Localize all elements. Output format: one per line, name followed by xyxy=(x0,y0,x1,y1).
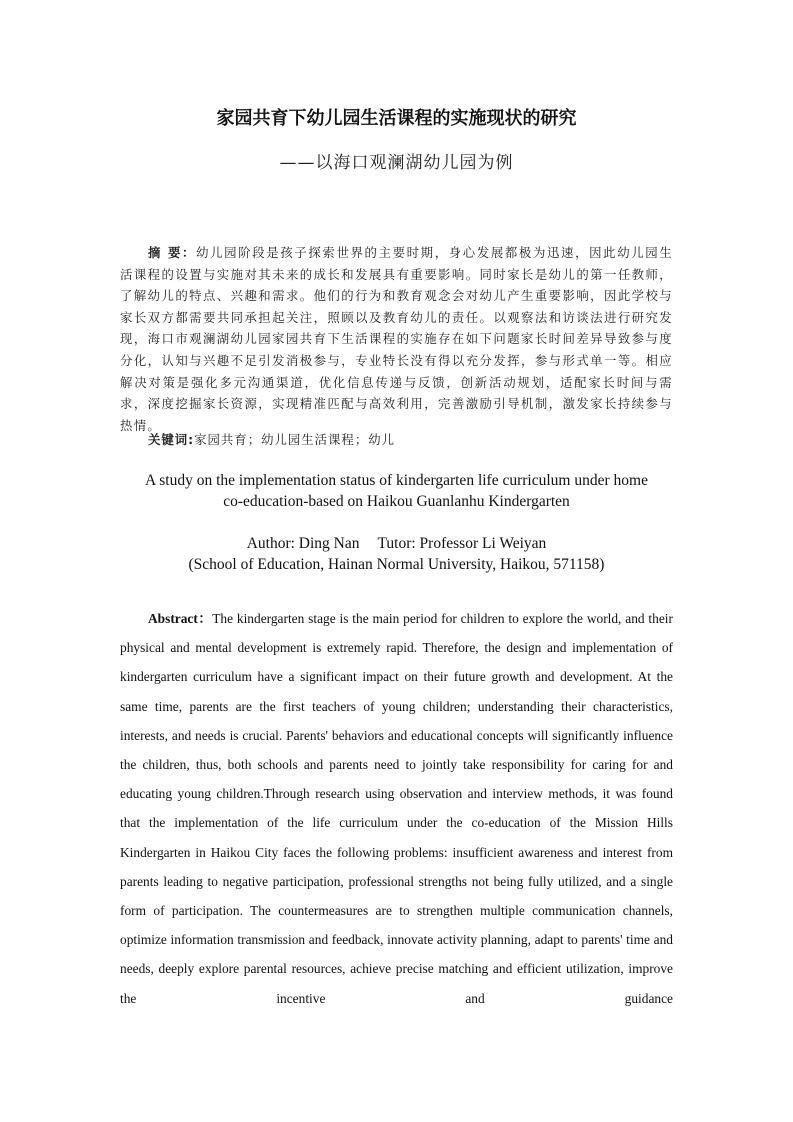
author: Author: Ding Nan xyxy=(246,535,360,552)
chinese-abstract xyxy=(120,242,673,436)
chinese-abstract-label: 摘 要： xyxy=(148,245,197,260)
english-title-line-2: co-education-based on Haikou Guanlanhu Kindergarten xyxy=(223,493,570,510)
chinese-subtitle: ——以海口观澜湖幼儿园为例 xyxy=(279,153,514,173)
affiliation: (School of Education, Hainan Normal University, Haikou, 571158) xyxy=(188,556,605,573)
english-abstract xyxy=(120,604,673,1013)
chinese-keywords xyxy=(148,430,395,448)
chinese-title: 家园共育下幼儿园生活课程的实施现状的研究 xyxy=(216,108,577,129)
tutor: Tutor: Professor Li Weiyan xyxy=(377,535,547,552)
chinese-keywords-text: 家园共育；幼儿园生活课程；幼儿 xyxy=(194,432,395,447)
author-line xyxy=(0,535,793,553)
english-title xyxy=(0,470,793,512)
english-abstract-text: The kindergarten stage is the main period for children to explore the world, and their physical and mental development is extremely rapid. Therefore, the design and implementation of kindergarten curriculum have a significant impact on their future growth and development. At the same time, parents are the first teachers of young children; understanding their characteristics, interests, and needs is crucial. Parents' behaviors and educational concepts will significantly influence the children, thus, both schools and parents need to jointly take responsibility for caring for and educating young children.Through research using observation and interview methods, it was found that the implementation of the life curriculum under the co-education of the Mission Hills Kindergarten in Haikou City faces the following problems: insufficient awareness and interest from parents leading to negative participation, professional strengths not being fully utilized, and a single form of participation. The countermeasures are to strengthen multiple communication channels, optimize information transmission and feedback, innovate activity planning, adapt to parents' time and needs, deeply explore parental resources, achieve precise matching and efficient utilization, improve the incentive and guidance xyxy=(120,611,673,1006)
chinese-keywords-label: 关键词: xyxy=(148,432,195,447)
english-title-line-1: A study on the implementation status of kindergarten life curriculum under home xyxy=(145,472,648,489)
chinese-abstract-text: 幼儿园阶段是孩子探索世界的主要时期，身心发展都极为迅速，因此幼儿园生活课程的设置与实施对其未来的成长和发展具有重要影响。同时家长是幼儿的第一任教师，了解幼儿的特点、兴趣和需求。他们的行为和教育观念会对幼儿产生重要影响，因此学校与家长双方都需要共同承担起关注，照顾以及教育幼儿的责任。以观察法和访谈法进行研究发现，海口市观澜湖幼儿园家园共育下生活课程的实施存在如下问题家长时间差异导致参与度分化，认知与兴趣不足引发消极参与，专业特长没有得以充分发挥，参与形式单一等。相应解决对策是强化多元沟通渠道，优化信息传递与反馈，创新活动规划，适配家长时间与需求，深度挖掘家长资源，实现精准匹配与高效利用，完善激励引导机制，激发家长持续参与热情。 xyxy=(120,245,673,433)
english-abstract-label: Abstract： xyxy=(148,611,213,626)
